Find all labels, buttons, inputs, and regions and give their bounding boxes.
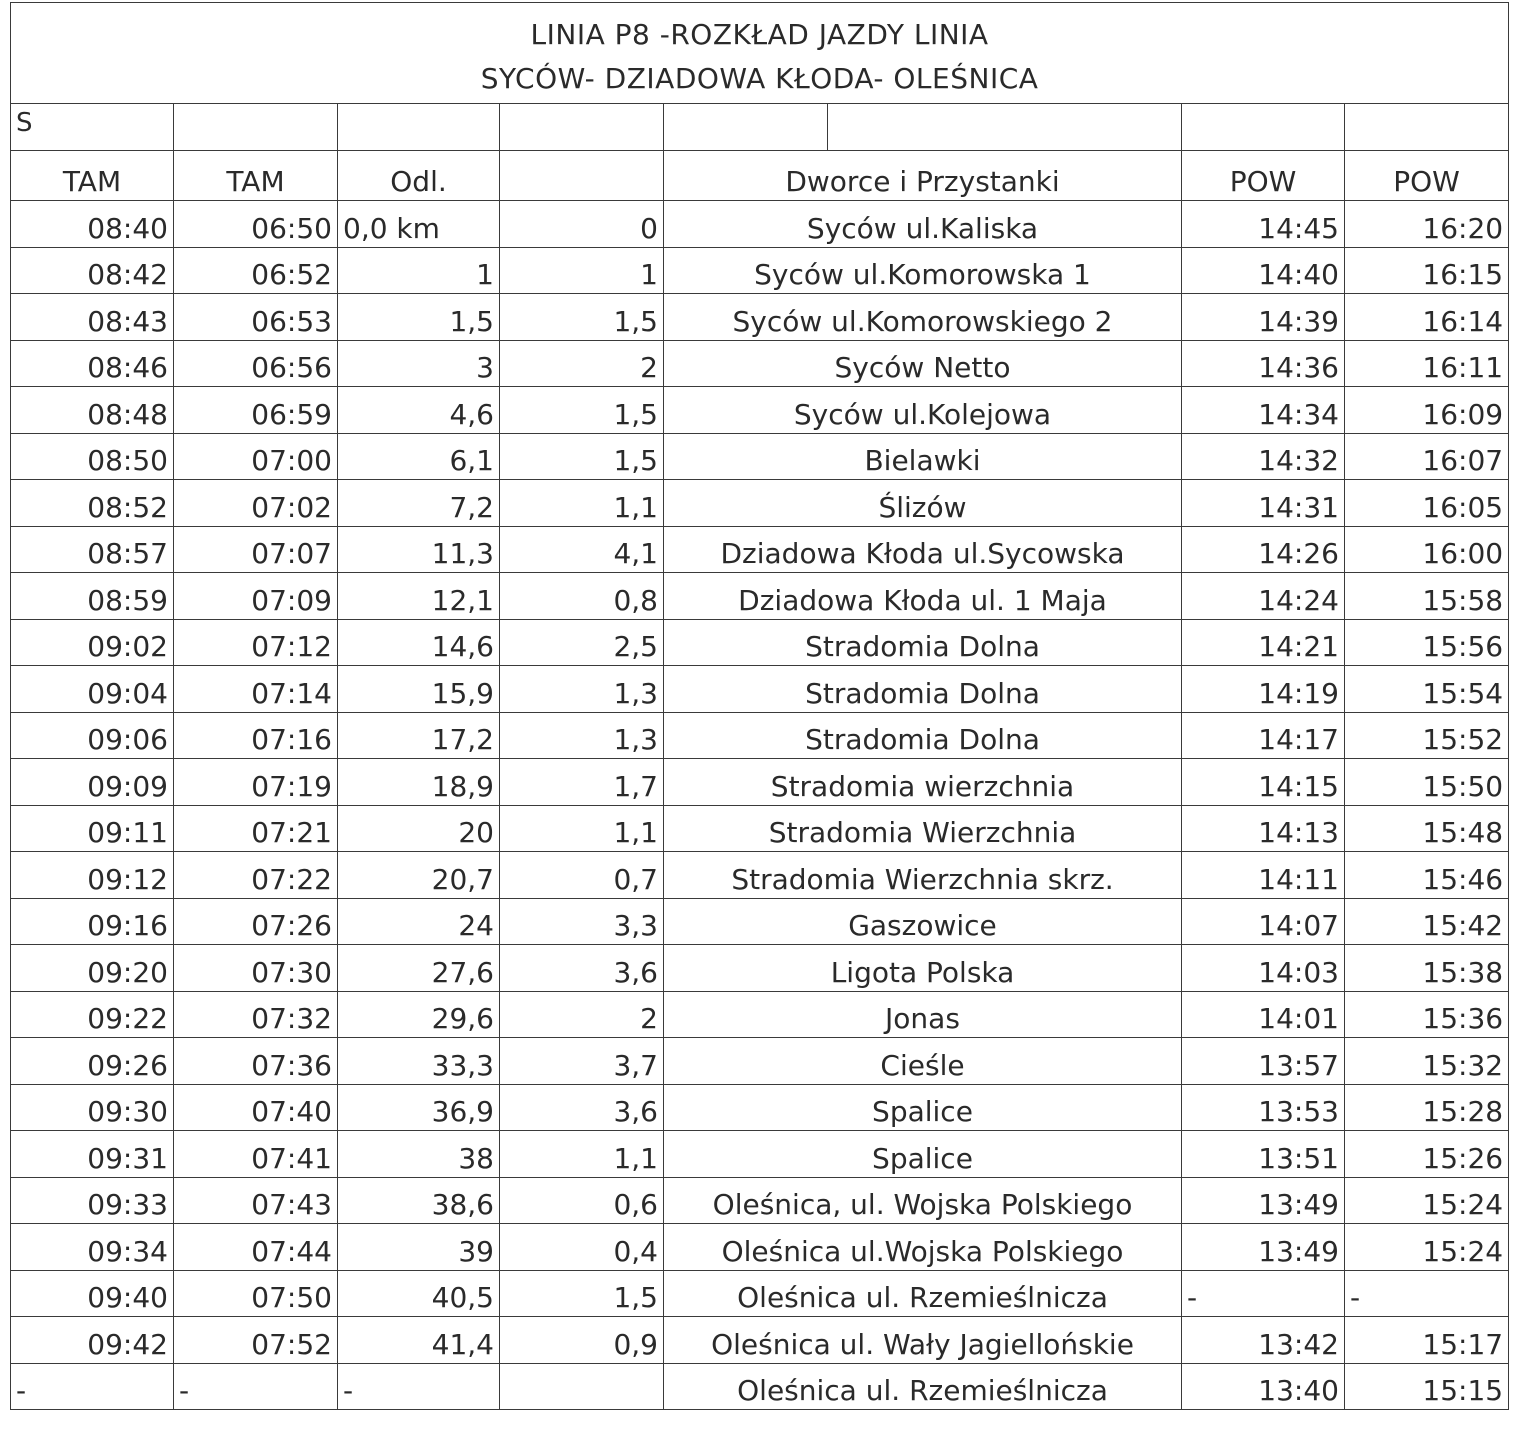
distance-cell: 7,2 [338, 480, 500, 527]
segment-cell: 0 [500, 201, 664, 248]
table-row [11, 247, 1509, 294]
pow-2-cell: 15:24 [1345, 1224, 1509, 1271]
distance-cell: 6,1 [338, 433, 500, 480]
tam-1-cell: 08:46 [11, 340, 174, 387]
tam-1-cell: 08:59 [11, 573, 174, 620]
tam-1-cell: 09:04 [11, 666, 174, 713]
pow-1-cell: 14:07 [1182, 898, 1345, 945]
tam-2-cell: 07:07 [174, 526, 338, 573]
pow-2-cell: 16:07 [1345, 433, 1509, 480]
pow-2-cell: 15:36 [1345, 991, 1509, 1038]
tam-2-cell: 07:12 [174, 619, 338, 666]
table-row [11, 387, 1509, 434]
blank-cell [338, 104, 500, 151]
pow-2-cell: 16:14 [1345, 294, 1509, 341]
pow-2-cell: 16:00 [1345, 526, 1509, 573]
header-segment [500, 151, 664, 201]
header-stops: Dworce i Przystanki [664, 151, 1182, 201]
tam-1-cell: 08:48 [11, 387, 174, 434]
pow-2-cell: 16:11 [1345, 340, 1509, 387]
distance-cell: 29,6 [338, 991, 500, 1038]
distance-cell: 33,3 [338, 1038, 500, 1085]
tam-1-cell: 09:22 [11, 991, 174, 1038]
tam-1-cell: 09:11 [11, 805, 174, 852]
tam-2-cell: 06:56 [174, 340, 338, 387]
table-row [11, 1270, 1509, 1317]
segment-cell: 1,1 [500, 805, 664, 852]
pow-1-cell: 14:21 [1182, 619, 1345, 666]
table-row [11, 1177, 1509, 1224]
tam-2-cell: 07:44 [174, 1224, 338, 1271]
stop-name-cell: Spalice [664, 1131, 1182, 1178]
stop-name-cell: Stradomia Dolna [664, 619, 1182, 666]
tam-2-cell: 07:36 [174, 1038, 338, 1085]
pow-1-cell: 13:42 [1182, 1317, 1345, 1364]
segment-cell: 1,1 [500, 1131, 664, 1178]
pow-1-cell: 14:45 [1182, 201, 1345, 248]
pow-1-cell: 14:32 [1182, 433, 1345, 480]
tam-2-cell: 07:30 [174, 945, 338, 992]
stop-name-cell: Stradomia Dolna [664, 666, 1182, 713]
distance-cell: 15,9 [338, 666, 500, 713]
tam-1-cell: 09:12 [11, 852, 174, 899]
title-cell [11, 3, 1509, 104]
tam-1-cell: 08:52 [11, 480, 174, 527]
header-pow-2: POW [1345, 151, 1509, 201]
distance-cell: 24 [338, 898, 500, 945]
distance-cell: 4,6 [338, 387, 500, 434]
segment-cell: 1,5 [500, 294, 664, 341]
pow-1-cell: 14:40 [1182, 247, 1345, 294]
distance-cell: 20 [338, 805, 500, 852]
stop-name-cell: Ślizów [664, 480, 1182, 527]
distance-cell: 27,6 [338, 945, 500, 992]
pow-2-cell: - [1345, 1270, 1509, 1317]
table-row [11, 201, 1509, 248]
table-row [11, 1084, 1509, 1131]
distance-cell: 41,4 [338, 1317, 500, 1364]
pow-2-cell: 15:46 [1345, 852, 1509, 899]
tam-1-cell: 09:09 [11, 759, 174, 806]
stop-name-cell: Oleśnica, ul. Wojska Polskiego [664, 1177, 1182, 1224]
segment-cell [500, 1363, 664, 1410]
table-row [11, 1131, 1509, 1178]
tam-1-cell: 09:40 [11, 1270, 174, 1317]
distance-cell: - [338, 1363, 500, 1410]
pow-2-cell: 15:54 [1345, 666, 1509, 713]
table-row [11, 805, 1509, 852]
tam-1-cell: 09:31 [11, 1131, 174, 1178]
segment-cell: 3,6 [500, 1084, 664, 1131]
tam-1-cell: 09:26 [11, 1038, 174, 1085]
distance-cell: 38 [338, 1131, 500, 1178]
header-pow-1: POW [1182, 151, 1345, 201]
tam-2-cell: 07:50 [174, 1270, 338, 1317]
tam-1-cell: 08:57 [11, 526, 174, 573]
table-row [11, 433, 1509, 480]
header-row [11, 151, 1509, 201]
stop-name-cell: Stradomia Wierzchnia [664, 805, 1182, 852]
pow-2-cell: 15:52 [1345, 712, 1509, 759]
pow-1-cell: 14:36 [1182, 340, 1345, 387]
pow-2-cell: 15:24 [1345, 1177, 1509, 1224]
blank-cell [828, 104, 1182, 151]
stop-name-cell: Bielawki [664, 433, 1182, 480]
title-row [11, 3, 1509, 104]
table-row [11, 898, 1509, 945]
pow-1-cell: 14:15 [1182, 759, 1345, 806]
segment-cell: 0,6 [500, 1177, 664, 1224]
pow-1-cell: 13:49 [1182, 1177, 1345, 1224]
table-row [11, 759, 1509, 806]
stop-name-cell: Oleśnica ul. Wały Jagiellońskie [664, 1317, 1182, 1364]
segment-cell: 1,1 [500, 480, 664, 527]
segment-cell: 3,7 [500, 1038, 664, 1085]
tam-2-cell: 06:52 [174, 247, 338, 294]
tam-1-cell: 08:42 [11, 247, 174, 294]
blank-cell [1182, 104, 1345, 151]
tam-2-cell: 07:00 [174, 433, 338, 480]
table-row [11, 1038, 1509, 1085]
pow-1-cell: 14:34 [1182, 387, 1345, 434]
pow-2-cell: 15:42 [1345, 898, 1509, 945]
tam-2-cell: 07:09 [174, 573, 338, 620]
tam-1-cell: 09:30 [11, 1084, 174, 1131]
pow-1-cell: 13:40 [1182, 1363, 1345, 1410]
timetable [10, 2, 1509, 1410]
pow-1-cell: 14:31 [1182, 480, 1345, 527]
stop-name-cell: Gaszowice [664, 898, 1182, 945]
distance-cell: 0,0 km [338, 201, 500, 248]
tam-2-cell: 07:14 [174, 666, 338, 713]
title-line-2: SYCÓW- DZIADOWA KŁODA- OLEŚNICA [480, 62, 1039, 95]
tam-2-cell: 07:22 [174, 852, 338, 899]
segment-cell: 0,9 [500, 1317, 664, 1364]
marker-cell: S [11, 104, 174, 151]
distance-cell: 18,9 [338, 759, 500, 806]
pow-1-cell: 13:57 [1182, 1038, 1345, 1085]
tam-2-cell: 07:40 [174, 1084, 338, 1131]
tam-2-cell: 07:19 [174, 759, 338, 806]
title-line-1: LINIA P8 -ROZKŁAD JAZDY LINIA [530, 18, 989, 51]
tam-2-cell: 07:26 [174, 898, 338, 945]
stop-name-cell: Syców ul.Komorowska 1 [664, 247, 1182, 294]
tam-2-cell: 07:32 [174, 991, 338, 1038]
pow-1-cell: 14:11 [1182, 852, 1345, 899]
segment-cell: 3,6 [500, 945, 664, 992]
blank-cell [174, 104, 338, 151]
header-tam-1: TAM [11, 151, 174, 201]
stop-name-cell: Stradomia Wierzchnia skrz. [664, 852, 1182, 899]
distance-cell: 14,6 [338, 619, 500, 666]
pow-2-cell: 15:26 [1345, 1131, 1509, 1178]
pow-2-cell: 15:15 [1345, 1363, 1509, 1410]
distance-cell: 36,9 [338, 1084, 500, 1131]
pow-1-cell: 14:03 [1182, 945, 1345, 992]
tam-1-cell: 09:42 [11, 1317, 174, 1364]
tam-2-cell: 07:16 [174, 712, 338, 759]
timetable-sheet [10, 2, 1508, 1410]
distance-cell: 39 [338, 1224, 500, 1271]
pow-1-cell: 14:01 [1182, 991, 1345, 1038]
segment-cell: 1,5 [500, 433, 664, 480]
stop-name-cell: Oleśnica ul. Rzemieślnicza [664, 1363, 1182, 1410]
stop-name-cell: Dziadowa Kłoda ul.Sycowska [664, 526, 1182, 573]
stop-name-cell: Syców ul.Kaliska [664, 201, 1182, 248]
stop-name-cell: Stradomia wierzchnia [664, 759, 1182, 806]
pow-1-cell: 14:26 [1182, 526, 1345, 573]
pow-2-cell: 15:48 [1345, 805, 1509, 852]
stop-name-cell: Oleśnica ul. Rzemieślnicza [664, 1270, 1182, 1317]
stop-name-cell: Oleśnica ul.Wojska Polskiego [664, 1224, 1182, 1271]
tam-1-cell: 09:20 [11, 945, 174, 992]
pow-1-cell: 14:17 [1182, 712, 1345, 759]
pow-2-cell: 15:58 [1345, 573, 1509, 620]
distance-cell: 20,7 [338, 852, 500, 899]
stop-name-cell: Syców Netto [664, 340, 1182, 387]
pow-1-cell: 14:19 [1182, 666, 1345, 713]
stop-name-cell: Stradomia Dolna [664, 712, 1182, 759]
pow-1-cell: 14:13 [1182, 805, 1345, 852]
segment-cell: 0,4 [500, 1224, 664, 1271]
table-row [11, 852, 1509, 899]
stop-name-cell: Cieśle [664, 1038, 1182, 1085]
stop-name-cell: Spalice [664, 1084, 1182, 1131]
table-row [11, 526, 1509, 573]
pow-2-cell: 15:32 [1345, 1038, 1509, 1085]
tam-2-cell: 06:50 [174, 201, 338, 248]
segment-cell: 1,5 [500, 387, 664, 434]
tam-2-cell: 06:59 [174, 387, 338, 434]
tam-2-cell: 07:43 [174, 1177, 338, 1224]
distance-cell: 11,3 [338, 526, 500, 573]
segment-cell: 1 [500, 247, 664, 294]
tam-1-cell: 09:33 [11, 1177, 174, 1224]
segment-cell: 2 [500, 340, 664, 387]
tam-2-cell: 07:02 [174, 480, 338, 527]
stop-name-cell: Syców ul.Kolejowa [664, 387, 1182, 434]
pow-2-cell: 16:15 [1345, 247, 1509, 294]
segment-cell: 2,5 [500, 619, 664, 666]
table-row [11, 1317, 1509, 1364]
pow-2-cell: 15:38 [1345, 945, 1509, 992]
segment-cell: 1,3 [500, 712, 664, 759]
segment-cell: 2 [500, 991, 664, 1038]
stop-name-cell: Dziadowa Kłoda ul. 1 Maja [664, 573, 1182, 620]
tam-1-cell: 09:34 [11, 1224, 174, 1271]
distance-cell: 12,1 [338, 573, 500, 620]
tam-2-cell: 07:41 [174, 1131, 338, 1178]
table-row [11, 340, 1509, 387]
marker-row [11, 104, 1509, 151]
pow-1-cell: 14:39 [1182, 294, 1345, 341]
tam-1-cell: 09:02 [11, 619, 174, 666]
blank-cell [500, 104, 664, 151]
distance-cell: 17,2 [338, 712, 500, 759]
pow-1-cell: - [1182, 1270, 1345, 1317]
segment-cell: 1,3 [500, 666, 664, 713]
stop-name-cell: Jonas [664, 991, 1182, 1038]
stop-name-cell: Syców ul.Komorowskiego 2 [664, 294, 1182, 341]
tam-2-cell: 06:53 [174, 294, 338, 341]
table-row [11, 1224, 1509, 1271]
segment-cell: 4,1 [500, 526, 664, 573]
distance-cell: 38,6 [338, 1177, 500, 1224]
pow-1-cell: 13:49 [1182, 1224, 1345, 1271]
header-tam-2: TAM [174, 151, 338, 201]
pow-2-cell: 16:05 [1345, 480, 1509, 527]
pow-1-cell: 14:24 [1182, 573, 1345, 620]
table-row [11, 294, 1509, 341]
stop-name-cell: Ligota Polska [664, 945, 1182, 992]
pow-1-cell: 13:51 [1182, 1131, 1345, 1178]
tam-1-cell: 08:43 [11, 294, 174, 341]
table-row [11, 573, 1509, 620]
tam-1-cell: 09:16 [11, 898, 174, 945]
tam-1-cell: 08:50 [11, 433, 174, 480]
table-row [11, 480, 1509, 527]
tam-2-cell: 07:21 [174, 805, 338, 852]
segment-cell: 0,7 [500, 852, 664, 899]
pow-2-cell: 15:17 [1345, 1317, 1509, 1364]
distance-cell: 1,5 [338, 294, 500, 341]
segment-cell: 3,3 [500, 898, 664, 945]
tam-2-cell: - [174, 1363, 338, 1410]
distance-cell: 40,5 [338, 1270, 500, 1317]
table-row [11, 619, 1509, 666]
header-odl: Odl. [338, 151, 500, 201]
table-row [11, 712, 1509, 759]
pow-2-cell: 15:50 [1345, 759, 1509, 806]
tam-1-cell: 09:06 [11, 712, 174, 759]
pow-2-cell: 16:20 [1345, 201, 1509, 248]
pow-2-cell: 16:09 [1345, 387, 1509, 434]
pow-2-cell: 15:28 [1345, 1084, 1509, 1131]
segment-cell: 1,7 [500, 759, 664, 806]
table-row [11, 945, 1509, 992]
table-row [11, 991, 1509, 1038]
blank-cell [1345, 104, 1509, 151]
distance-cell: 3 [338, 340, 500, 387]
pow-2-cell: 15:56 [1345, 619, 1509, 666]
table-row [11, 666, 1509, 713]
distance-cell: 1 [338, 247, 500, 294]
blank-cell [664, 104, 828, 151]
tam-2-cell: 07:52 [174, 1317, 338, 1364]
segment-cell: 0,8 [500, 573, 664, 620]
segment-cell: 1,5 [500, 1270, 664, 1317]
tam-1-cell: - [11, 1363, 174, 1410]
tam-1-cell: 08:40 [11, 201, 174, 248]
table-row [11, 1363, 1509, 1410]
pow-1-cell: 13:53 [1182, 1084, 1345, 1131]
